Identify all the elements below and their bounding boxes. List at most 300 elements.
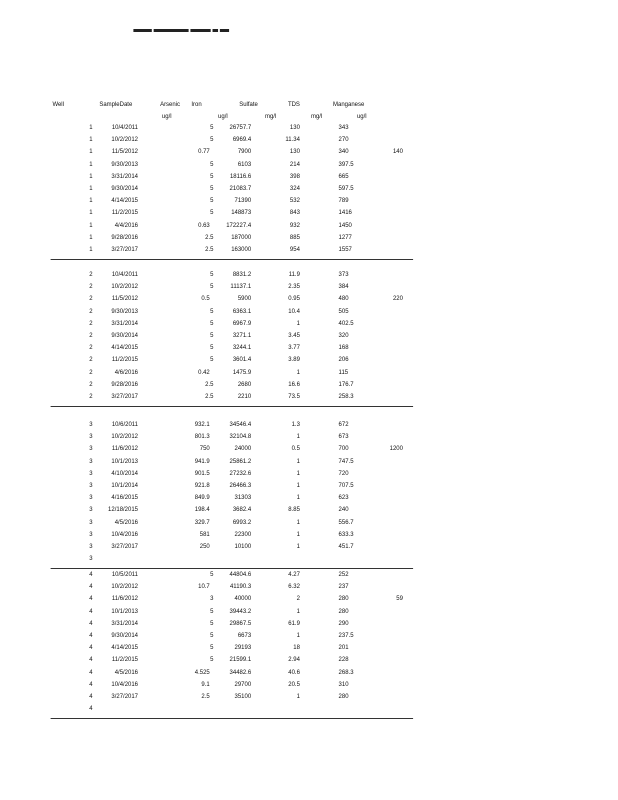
- cell-date: 10/2/2012: [111, 433, 138, 441]
- table-row: [0, 332, 569, 342]
- cell-mn: 168: [338, 344, 349, 352]
- cell-extra: 59: [396, 595, 403, 603]
- cell-mn: 176.7: [338, 380, 354, 388]
- cell-well: 1: [89, 209, 93, 217]
- cell-iron: 5: [210, 632, 214, 639]
- cell-mn: 258.3: [338, 393, 354, 400]
- cell-sulfate: 40000: [234, 595, 252, 603]
- table-row: [0, 470, 569, 480]
- cell-mn: 340: [338, 148, 349, 156]
- cell-sulfate: 11137.1: [230, 283, 252, 291]
- cell-well: 4: [89, 680, 93, 688]
- cell-arsenic: 9.1: [201, 680, 210, 688]
- cell-well: 4: [89, 607, 93, 615]
- cell-date: 3/27/2017: [111, 393, 138, 400]
- table-row: [0, 234, 569, 244]
- table-row: [0, 458, 569, 468]
- cell-well: 4: [89, 632, 93, 639]
- cell-date: 3/27/2017: [111, 543, 138, 550]
- cell-arsenic: 941.9: [194, 457, 210, 465]
- cell-well: 1: [89, 172, 93, 180]
- cell-mn: 310: [338, 680, 349, 688]
- cell-iron: 5: [210, 172, 214, 180]
- cell-sulfate: 35100: [234, 693, 252, 700]
- cell-mn: 280: [338, 693, 349, 700]
- cell-sulfate: 21599.1: [229, 656, 252, 664]
- cell-iron: 5: [210, 124, 214, 131]
- cell-mn: 384: [338, 283, 349, 291]
- cell-tds: 214: [289, 160, 300, 168]
- cell-date: 11/5/2012: [111, 295, 138, 303]
- cell-arsenic: 801.3: [194, 433, 210, 441]
- table-row: [0, 531, 569, 541]
- cell-arsenic: 849.9: [194, 494, 210, 502]
- cell-well: 2: [89, 271, 93, 278]
- cell-sulfate: 29867.5: [229, 619, 252, 627]
- cell-date: 9/28/2016: [111, 233, 138, 241]
- cell-well: 2: [89, 344, 93, 352]
- cell-date: 10/4/2011: [111, 124, 138, 131]
- cell-date: 11/6/2012: [111, 595, 138, 603]
- table-row: [0, 433, 569, 443]
- cell-date: 4/10/2014: [111, 469, 138, 477]
- cell-date: 10/1/2013: [111, 607, 138, 615]
- table-row: [0, 295, 569, 305]
- table-row: [0, 445, 569, 455]
- cell-sulfate: 22300: [234, 530, 252, 538]
- table-row: [0, 608, 569, 618]
- cell-iron: 5: [210, 185, 214, 192]
- cell-well: 1: [89, 160, 93, 168]
- cell-arsenic: 921.8: [194, 482, 210, 489]
- cell-iron: 2.5: [205, 380, 214, 388]
- cell-well: 4: [89, 583, 93, 591]
- cell-mn: 115: [338, 368, 349, 376]
- cell-well: 4: [89, 644, 93, 652]
- cell-date: 9/30/2013: [111, 160, 138, 168]
- cell-well: 1: [89, 136, 93, 144]
- cell-mn: 268.3: [338, 668, 354, 676]
- group-divider: [51, 406, 413, 407]
- cell-well: 1: [89, 197, 93, 205]
- cell-well: 2: [89, 380, 93, 388]
- cell-iron: 5: [210, 607, 214, 615]
- cell-sulfate: 44804.6: [229, 571, 252, 578]
- cell-sulfate: 26757.7: [229, 124, 252, 131]
- cell-mn: 237: [338, 583, 349, 591]
- table-row: [0, 393, 569, 403]
- cell-sulfate: 6673: [237, 632, 252, 639]
- cell-iron: 5: [210, 283, 214, 291]
- table-row: [0, 583, 569, 593]
- cell-well: 3: [89, 506, 93, 514]
- header-arsenic: Arsenic: [160, 101, 181, 108]
- table-row: [0, 632, 569, 642]
- cell-tds: 20.5: [288, 680, 300, 688]
- cell-mn: 597.5: [338, 185, 354, 192]
- cell-tds: 532: [289, 197, 300, 205]
- cell-sulfate: 5900: [237, 295, 252, 303]
- cell-sulfate: 3601.4: [232, 356, 252, 364]
- table-row: [0, 246, 569, 256]
- cell-date: 10/5/2011: [111, 571, 138, 578]
- cell-well: 3: [89, 421, 93, 428]
- cell-iron: 5: [210, 571, 214, 578]
- cell-sulfate: 34546.4: [229, 421, 252, 428]
- cell-arsenic: 581: [199, 530, 210, 538]
- cell-tds: 1: [296, 368, 300, 376]
- cell-mn: 1557: [338, 246, 352, 253]
- cell-iron: 5: [210, 209, 214, 217]
- cell-sulfate: 7900: [237, 148, 252, 156]
- cell-date: 10/1/2013: [111, 457, 138, 465]
- cell-mn: 373: [338, 271, 349, 278]
- cell-sulfate: 148873: [231, 209, 252, 217]
- cell-mn: 665: [338, 172, 349, 180]
- cell-well: 4: [89, 656, 93, 664]
- cell-arsenic: 250: [199, 543, 210, 550]
- header-sulfate: Sulfate: [239, 101, 258, 108]
- header-tds: TDS: [287, 101, 300, 108]
- cell-sulfate: 163000: [231, 246, 252, 253]
- unit-arsenic: ug/l: [161, 113, 172, 120]
- cell-mn: 252: [338, 571, 349, 578]
- cell-well: 2: [89, 368, 93, 376]
- table-row: [0, 519, 569, 529]
- header-sample-date: SampleDate: [99, 101, 133, 108]
- cell-iron: 5: [210, 197, 214, 205]
- cell-sulfate: 8831.2: [232, 271, 252, 278]
- table-row: [0, 482, 569, 492]
- unit-manganese: ug/l: [356, 113, 367, 120]
- header-manganese: Manganese: [333, 101, 365, 108]
- table-row: [0, 197, 569, 207]
- table-row: [0, 543, 569, 553]
- cell-date: 10/2/2012: [111, 583, 138, 591]
- table-row: [0, 344, 569, 354]
- cell-well: 3: [89, 518, 93, 526]
- cell-tds: 885: [289, 233, 300, 241]
- cell-mn: 720: [338, 469, 349, 477]
- cell-well: 1: [89, 233, 93, 241]
- cell-extra: 1200: [389, 445, 403, 453]
- cell-mn: 206: [338, 356, 349, 364]
- cell-sulfate: 39443.2: [229, 607, 252, 615]
- cell-date: 10/4/2016: [111, 680, 138, 688]
- cell-sulfate: 32104.8: [229, 433, 252, 441]
- cell-arsenic: 0.5: [201, 295, 210, 303]
- cell-well: 3: [89, 457, 93, 465]
- group-divider: [51, 568, 413, 569]
- table-row: [0, 185, 569, 195]
- cell-iron: 5: [210, 332, 214, 339]
- table-row: [0, 555, 569, 565]
- cell-sulfate: 29700: [234, 680, 252, 688]
- cell-arsenic: 750: [199, 445, 210, 453]
- table-row: [0, 656, 569, 666]
- cell-sulfate: 34482.6: [229, 668, 252, 676]
- cell-sulfate: 25861.2: [229, 457, 252, 465]
- cell-sulfate: 6103: [237, 160, 252, 168]
- redacted-title-bar: [133, 29, 229, 34]
- cell-sulfate: 172227.4: [226, 221, 252, 229]
- cell-well: 3: [89, 494, 93, 502]
- cell-tds: 1: [296, 469, 300, 477]
- cell-arsenic: 4.525: [194, 668, 210, 676]
- table-row: [0, 271, 569, 281]
- table-row: [0, 308, 569, 318]
- cell-mn: 480: [338, 295, 349, 303]
- table-row: [0, 381, 569, 391]
- cell-well: 2: [89, 393, 93, 400]
- cell-date: 3/31/2014: [111, 172, 138, 180]
- cell-tds: 10.4: [288, 307, 300, 315]
- cell-sulfate: 1475.9: [232, 368, 252, 376]
- cell-arsenic: 0.63: [198, 221, 210, 229]
- cell-sulfate: 41190.3: [229, 583, 252, 591]
- cell-sulfate: 71390: [234, 197, 252, 205]
- cell-tds: 6.32: [288, 583, 300, 591]
- table-row: [0, 644, 569, 654]
- cell-date: 9/30/2014: [111, 332, 138, 339]
- cell-mn: 280: [338, 607, 349, 615]
- cell-mn: 789: [338, 197, 349, 205]
- cell-date: 9/30/2014: [111, 632, 138, 639]
- cell-tds: 130: [289, 148, 300, 156]
- cell-well: 2: [89, 356, 93, 364]
- cell-date: 4/16/2015: [111, 494, 138, 502]
- table-row: [0, 222, 569, 232]
- cell-sulfate: 3244.1: [232, 344, 252, 352]
- cell-iron: 5: [210, 319, 214, 327]
- cell-date: 9/30/2014: [111, 185, 138, 192]
- cell-mn: 700: [338, 445, 349, 453]
- cell-tds: 932: [289, 221, 300, 229]
- cell-mn: 451.7: [338, 543, 354, 550]
- cell-arsenic: 0.42: [198, 368, 210, 376]
- unit-tds: mg/l: [310, 113, 323, 120]
- cell-well: 4: [89, 571, 93, 578]
- header-iron: Iron: [191, 101, 202, 108]
- cell-mn: 1277: [338, 233, 352, 241]
- table-row: [0, 283, 569, 293]
- cell-mn: 672: [338, 421, 349, 428]
- cell-iron: 5: [210, 356, 214, 364]
- cell-date: 9/30/2013: [111, 307, 138, 315]
- cell-iron: 2.5: [205, 233, 214, 241]
- cell-well: 3: [89, 445, 93, 453]
- cell-date: 11/6/2012: [111, 445, 138, 453]
- cell-well: 1: [89, 246, 93, 253]
- cell-tds: 40.6: [288, 668, 300, 676]
- cell-arsenic: 198.4: [194, 506, 210, 514]
- cell-arsenic: 10.7: [198, 583, 210, 591]
- cell-arsenic: 0.77: [198, 148, 210, 156]
- table-row: [0, 506, 569, 516]
- cell-mn: 623: [338, 494, 349, 502]
- cell-iron: 5: [210, 656, 214, 664]
- cell-well: 4: [89, 595, 93, 603]
- cell-tds: 0.5: [291, 445, 300, 453]
- cell-well: 2: [89, 283, 93, 291]
- cell-well: 3: [89, 482, 93, 489]
- cell-date: 3/31/2014: [111, 319, 138, 327]
- cell-tds: 1: [296, 457, 300, 465]
- cell-sulfate: 10100: [234, 543, 252, 550]
- cell-well: 4: [89, 693, 93, 700]
- table-row: [0, 705, 569, 715]
- cell-tds: 1: [296, 632, 300, 639]
- table-row: [0, 571, 569, 581]
- cell-sulfate: 27232.6: [229, 469, 252, 477]
- cell-mn: 290: [338, 619, 349, 627]
- cell-iron: 5: [210, 271, 214, 278]
- group-divider: [51, 259, 413, 260]
- cell-sulfate: 26466.3: [229, 482, 252, 489]
- cell-tds: 4.27: [288, 571, 300, 578]
- table-row: [0, 681, 569, 691]
- cell-well: 3: [89, 469, 93, 477]
- cell-tds: 2.35: [288, 283, 300, 291]
- cell-well: 1: [89, 185, 93, 192]
- cell-tds: 2: [296, 595, 300, 603]
- table-row: [0, 369, 569, 379]
- cell-well: 2: [89, 307, 93, 315]
- cell-mn: 556.7: [338, 518, 354, 526]
- table-row: [0, 124, 569, 134]
- cell-tds: 1: [296, 543, 300, 550]
- cell-tds: 1: [296, 607, 300, 615]
- cell-iron: 5: [210, 644, 214, 652]
- cell-mn: 505: [338, 307, 349, 315]
- cell-tds: 8.85: [288, 506, 300, 514]
- cell-mn: 320: [338, 332, 349, 339]
- cell-tds: 130: [289, 124, 300, 131]
- cell-date: 10/6/2011: [111, 421, 138, 428]
- cell-tds: 1.3: [291, 421, 300, 428]
- cell-sulfate: 21083.7: [229, 185, 252, 192]
- cell-mn: 747.5: [338, 457, 354, 465]
- cell-well: 3: [89, 543, 93, 550]
- cell-tds: 2.94: [288, 656, 300, 664]
- cell-date: 11/2/2015: [111, 356, 138, 364]
- cell-mn: 240: [338, 506, 349, 514]
- table-row: [0, 693, 569, 703]
- cell-date: 4/14/2015: [111, 197, 138, 205]
- header-well: Well: [52, 101, 64, 108]
- cell-iron: 2.5: [205, 393, 214, 400]
- cell-tds: 18: [293, 644, 300, 652]
- cell-well: 2: [89, 319, 93, 327]
- cell-well: 1: [89, 124, 93, 131]
- cell-sulfate: 187000: [231, 233, 252, 241]
- cell-sulfate: 2680: [237, 380, 252, 388]
- cell-iron: 5: [210, 136, 214, 144]
- cell-mn: 201: [338, 644, 349, 652]
- cell-tds: 1: [296, 518, 300, 526]
- cell-tds: 0.95: [288, 295, 300, 303]
- cell-mn: 228: [338, 656, 349, 664]
- cell-tds: 398: [289, 172, 300, 180]
- cell-date: 10/1/2014: [111, 482, 138, 489]
- cell-well: 2: [89, 332, 93, 339]
- cell-extra: 220: [392, 295, 403, 303]
- cell-well: 2: [89, 295, 93, 303]
- cell-date: 3/27/2017: [111, 246, 138, 253]
- cell-mn: 1416: [338, 209, 352, 217]
- cell-date: 11/2/2015: [111, 656, 138, 664]
- table-row: [0, 148, 569, 158]
- cell-date: 10/4/2016: [111, 530, 138, 538]
- cell-tds: 61.9: [288, 619, 300, 627]
- cell-date: 10/4/2011: [111, 271, 138, 278]
- cell-iron: 5: [210, 160, 214, 168]
- cell-iron: 2.5: [205, 246, 214, 253]
- cell-tds: 1: [296, 433, 300, 441]
- cell-tds: 1: [296, 482, 300, 489]
- cell-tds: 1: [296, 693, 300, 700]
- cell-sulfate: 6993.2: [232, 518, 252, 526]
- cell-mn: 707.5: [338, 482, 354, 489]
- cell-date: 4/6/2016: [114, 368, 138, 376]
- cell-mn: 397.5: [338, 160, 354, 168]
- cell-iron: 3: [210, 595, 214, 603]
- cell-extra: 140: [392, 148, 403, 156]
- cell-sulfate: 31303: [234, 494, 252, 502]
- cell-arsenic: 932.1: [194, 421, 210, 428]
- cell-sulfate: 29193: [234, 644, 252, 652]
- cell-mn: 343: [338, 124, 349, 131]
- unit-iron: ug/l: [218, 113, 228, 120]
- cell-iron: 5: [210, 344, 214, 352]
- cell-mn: 280: [338, 595, 349, 603]
- cell-mn: 270: [338, 136, 349, 144]
- unit-sulfate: mg/l: [264, 113, 277, 120]
- cell-sulfate: 24000: [234, 445, 252, 453]
- cell-iron: 5: [210, 619, 214, 627]
- group-divider: [51, 718, 413, 719]
- cell-tds: 3.89: [288, 356, 300, 364]
- cell-tds: 3.77: [288, 344, 300, 352]
- cell-date: 4/4/2016: [114, 221, 138, 229]
- cell-date: 4/5/2016: [114, 518, 138, 526]
- cell-tds: 843: [289, 209, 300, 217]
- cell-well: 3: [89, 433, 93, 441]
- cell-tds: 3.45: [288, 332, 300, 339]
- cell-mn: 1450: [338, 221, 352, 229]
- cell-date: 4/14/2015: [111, 644, 138, 652]
- cell-tds: 11.9: [288, 271, 300, 278]
- cell-sulfate: 3271.1: [232, 332, 252, 339]
- cell-date: 4/5/2016: [114, 668, 138, 676]
- cell-arsenic: 2.5: [201, 693, 210, 700]
- cell-sulfate: 18116.6: [229, 172, 252, 180]
- cell-tds: 73.5: [288, 393, 300, 400]
- table-row: [0, 161, 569, 171]
- table-row: [0, 136, 569, 146]
- table-row: [0, 620, 569, 630]
- cell-well: 3: [89, 555, 93, 563]
- cell-sulfate: 2210: [237, 393, 252, 400]
- cell-tds: 324: [289, 185, 300, 192]
- table-row: [0, 494, 569, 504]
- cell-sulfate: 6969.4: [232, 136, 252, 144]
- cell-well: 3: [89, 530, 93, 538]
- table-row: [0, 173, 569, 183]
- cell-date: 11/2/2015: [111, 209, 138, 217]
- cell-sulfate: 3682.4: [232, 506, 252, 514]
- table-row: [0, 356, 569, 366]
